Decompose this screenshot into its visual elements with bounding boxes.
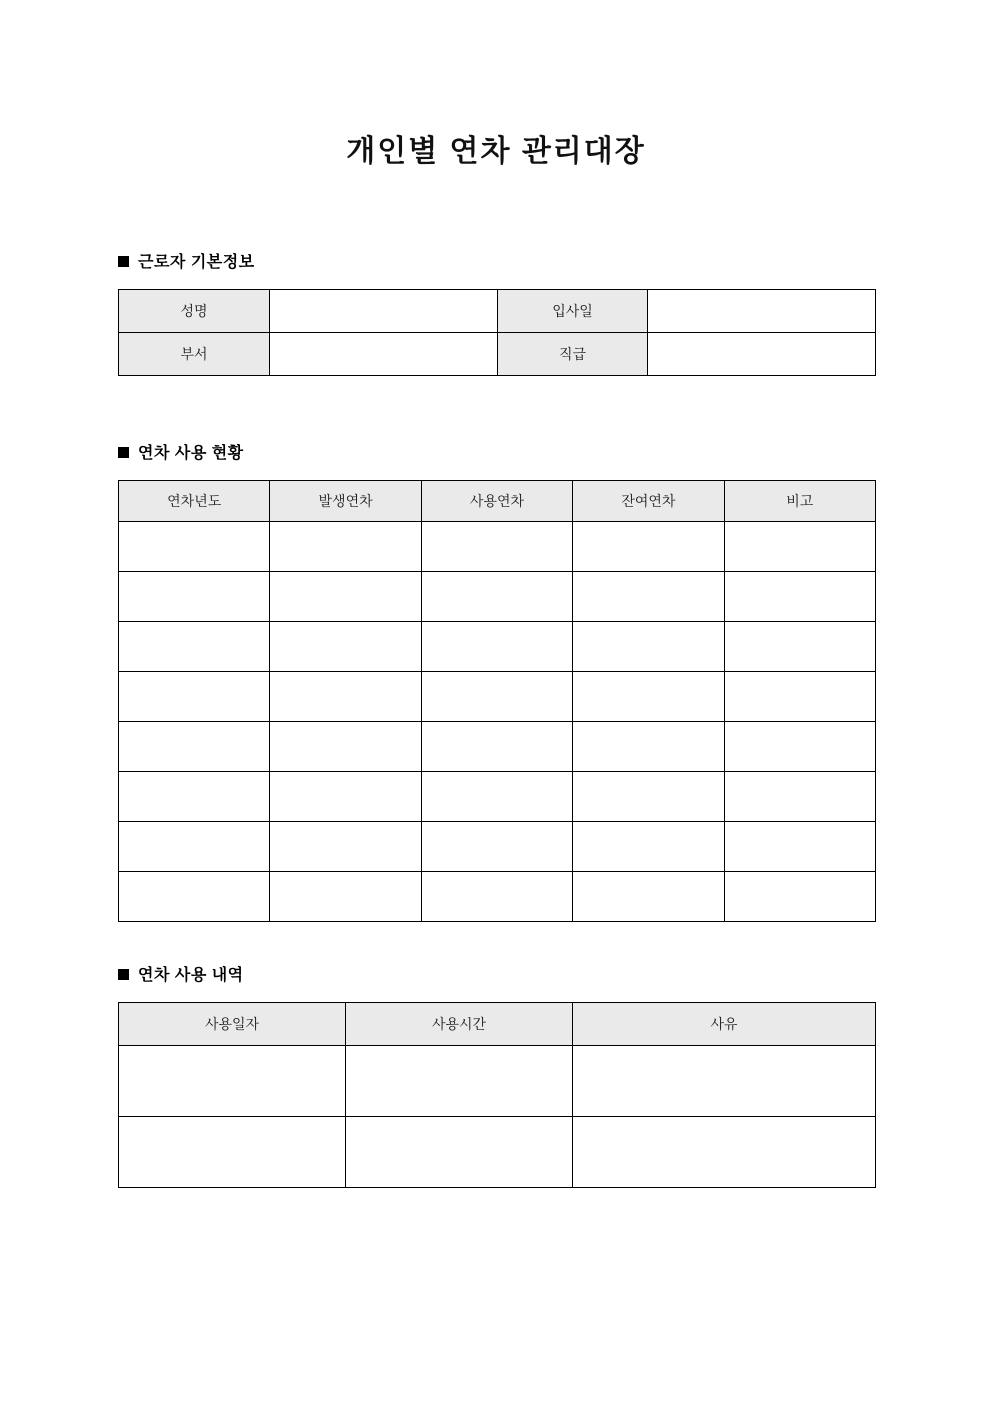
column-header-leave-year: 연차년도	[119, 481, 270, 522]
leave-status-cell[interactable]	[119, 722, 270, 772]
leave-status-cell[interactable]	[724, 772, 875, 822]
page-title: 개인별 연차 관리대장	[346, 135, 646, 168]
leave-status-cell[interactable]	[270, 822, 421, 872]
leave-detail-cell[interactable]	[119, 1046, 346, 1117]
table-row	[119, 822, 876, 872]
leave-status-cell[interactable]	[119, 572, 270, 622]
basic-label-name: 성명	[119, 290, 270, 333]
basic-value-name[interactable]	[270, 290, 498, 333]
column-header-granted-leave: 발생연차	[270, 481, 421, 522]
column-header-remaining-leave: 잔여연차	[573, 481, 724, 522]
leave-status-cell[interactable]	[421, 622, 572, 672]
basic-label-department: 부서	[119, 333, 270, 376]
leave-status-cell[interactable]	[573, 822, 724, 872]
leave-detail-cell[interactable]	[346, 1117, 573, 1188]
table-row	[119, 722, 876, 772]
section-heading-leave-detail-label: 연차 사용 내역	[138, 967, 244, 984]
leave-status-cell[interactable]	[573, 772, 724, 822]
basic-value-position[interactable]	[648, 333, 876, 376]
leave-status-cell[interactable]	[421, 822, 572, 872]
leave-status-cell[interactable]	[270, 672, 421, 722]
leave-status-cell[interactable]	[119, 772, 270, 822]
leave-status-cell[interactable]	[119, 622, 270, 672]
leave-status-cell[interactable]	[421, 672, 572, 722]
leave-status-cell[interactable]	[421, 872, 572, 922]
leave-status-cell[interactable]	[119, 872, 270, 922]
leave-detail-cell[interactable]	[573, 1046, 876, 1117]
column-header-use-date: 사용일자	[119, 1003, 346, 1046]
column-header-use-hours: 사용시간	[346, 1003, 573, 1046]
leave-status-cell[interactable]	[724, 722, 875, 772]
square-bullet-icon	[118, 969, 129, 980]
leave-status-cell[interactable]	[573, 572, 724, 622]
leave-status-cell[interactable]	[421, 572, 572, 622]
leave-detail-cell[interactable]	[119, 1117, 346, 1188]
leave-status-cell[interactable]	[270, 872, 421, 922]
leave-status-cell[interactable]	[421, 772, 572, 822]
leave-status-cell[interactable]	[724, 572, 875, 622]
basic-value-department[interactable]	[270, 333, 498, 376]
table-row	[119, 1046, 876, 1117]
table-row	[119, 572, 876, 622]
basic-info-table	[118, 289, 876, 376]
leave-detail-cell[interactable]	[573, 1117, 876, 1188]
section-heading-basic-info-label: 근로자 기본정보	[138, 254, 255, 271]
column-header-remarks: 비고	[724, 481, 875, 522]
leave-status-cell[interactable]	[119, 822, 270, 872]
leave-detail-cell[interactable]	[346, 1046, 573, 1117]
leave-detail-table	[118, 1002, 876, 1188]
table-row	[119, 522, 876, 572]
table-row	[119, 672, 876, 722]
leave-status-cell[interactable]	[421, 722, 572, 772]
section-heading-leave-status	[118, 443, 244, 465]
leave-status-cell[interactable]	[270, 722, 421, 772]
table-row	[119, 772, 876, 822]
leave-status-cell[interactable]	[573, 522, 724, 572]
table-header-row	[119, 1003, 876, 1046]
table-row	[119, 290, 876, 333]
leave-status-cell[interactable]	[270, 572, 421, 622]
leave-status-cell[interactable]	[270, 522, 421, 572]
leave-status-table	[118, 480, 876, 922]
table-row	[119, 622, 876, 672]
section-heading-basic-info	[118, 252, 255, 274]
leave-status-cell[interactable]	[573, 872, 724, 922]
table-row	[119, 333, 876, 376]
leave-status-cell[interactable]	[119, 522, 270, 572]
leave-status-cell[interactable]	[724, 872, 875, 922]
basic-label-position: 직급	[498, 333, 648, 376]
table-header-row	[119, 481, 876, 522]
basic-label-hiredate: 입사일	[498, 290, 648, 333]
leave-status-cell[interactable]	[573, 722, 724, 772]
leave-status-cell[interactable]	[421, 522, 572, 572]
table-row	[119, 1117, 876, 1188]
square-bullet-icon	[118, 256, 129, 267]
leave-status-cell[interactable]	[270, 772, 421, 822]
column-header-used-leave: 사용연차	[421, 481, 572, 522]
leave-status-cell[interactable]	[724, 622, 875, 672]
leave-status-cell[interactable]	[573, 622, 724, 672]
leave-status-cell[interactable]	[724, 672, 875, 722]
table-row	[119, 872, 876, 922]
section-heading-leave-status-label: 연차 사용 현황	[138, 445, 244, 462]
square-bullet-icon	[118, 447, 129, 458]
leave-status-cell[interactable]	[724, 822, 875, 872]
basic-value-hiredate[interactable]	[648, 290, 876, 333]
leave-status-cell[interactable]	[724, 522, 875, 572]
column-header-reason: 사유	[573, 1003, 876, 1046]
leave-status-cell[interactable]	[119, 672, 270, 722]
section-heading-leave-detail	[118, 965, 244, 987]
leave-status-cell[interactable]	[573, 672, 724, 722]
leave-status-cell[interactable]	[270, 622, 421, 672]
